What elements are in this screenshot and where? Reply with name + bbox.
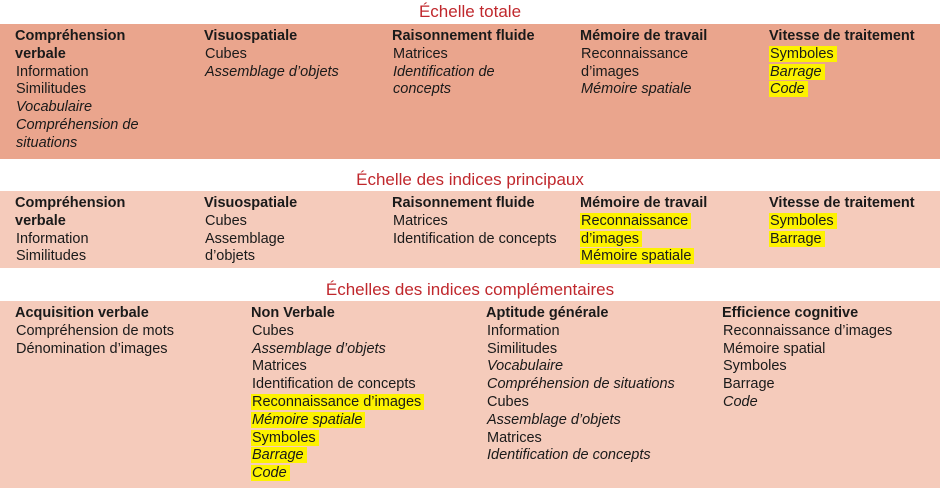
index-heading: Acquisition verbale [15, 305, 149, 321]
subtest-item [15, 81, 142, 99]
subtest-item [722, 358, 895, 376]
subtest-label: Code [251, 465, 290, 481]
subtest-label: Mémoire spatiale [251, 412, 365, 428]
index-heading: Efficience cognitive [722, 305, 859, 321]
subtest-item [392, 213, 560, 231]
subtest-label: Identification de concepts [487, 447, 651, 464]
subtest-label: Barrage [251, 447, 307, 463]
index-column-non-verbale [251, 305, 424, 483]
subtest-item [769, 213, 915, 231]
subtest-item [580, 231, 707, 249]
subtest-item [486, 430, 678, 448]
subtest-label: Cubes [205, 212, 247, 229]
subtest-label: Symboles [769, 213, 837, 229]
subtest-item [392, 46, 535, 64]
section-title-3: Échelles des indices complémentaires [325, 280, 615, 299]
subtest-item [251, 341, 424, 359]
index-heading: Raisonnement fluide [392, 195, 535, 211]
subtest-label: Assemblage d’objets [205, 63, 339, 80]
subtest-item [580, 213, 707, 231]
section-title-1: Échelle totale [418, 2, 522, 21]
subtest-label: Assemblage d’objets [252, 340, 386, 357]
subtest-label: Cubes [487, 393, 529, 410]
index-heading: Raisonnement fluide [392, 28, 535, 44]
subtest-item [486, 341, 678, 359]
index-heading: Vitesse de traitement [769, 28, 915, 44]
subtest-item [486, 412, 678, 430]
subtest-item [580, 64, 707, 82]
subtest-item [15, 99, 142, 117]
subtest-item [580, 81, 707, 99]
subtest-item [251, 412, 424, 430]
subtest-item [722, 323, 895, 341]
index-column-vitesse-de-traitement [769, 195, 915, 248]
subtest-label: Mémoire spatial [723, 340, 826, 357]
subtest-label: Reconnaissance [580, 213, 691, 229]
subtest-label: Symboles [769, 46, 837, 62]
subtest-label: Similitudes [16, 248, 87, 265]
subtest-item [15, 64, 142, 82]
index-heading: Mémoire de travail [580, 28, 708, 44]
index-column-visuospatiale [204, 28, 342, 81]
subtest-label: Cubes [205, 45, 247, 62]
index-heading: Visuospatiale [204, 195, 298, 211]
subtest-item [251, 323, 424, 341]
subtest-label: Compréhension de [16, 116, 139, 133]
index-heading: Non Verbale [251, 305, 335, 321]
index-heading: Mémoire de travail [580, 195, 708, 211]
subtest-label: d’images [580, 231, 642, 247]
index-column-raisonnement-fluide [392, 28, 535, 99]
subtest-label: Matrices [487, 429, 542, 446]
subtest-label: Similitudes [487, 340, 558, 357]
index-column-visuospatiale [204, 195, 297, 266]
index-heading: verbale [15, 45, 66, 62]
subtest-item [204, 231, 297, 249]
subtest-item [722, 341, 895, 359]
subtest-item [251, 394, 424, 412]
subtest-label: d’objets [205, 248, 255, 265]
subtest-label: Matrices [393, 45, 448, 62]
subtest-item [251, 376, 424, 394]
subtest-item [486, 447, 678, 465]
section-title-2: Échelle des indices principaux [356, 170, 584, 189]
subtest-item [392, 231, 560, 249]
section-band-2 [0, 191, 940, 268]
subtest-item [580, 46, 707, 64]
index-column-aptitude-generale [486, 305, 678, 465]
subtest-label: Information [16, 230, 89, 247]
index-column-raisonnement-fluide [392, 195, 560, 248]
index-column-efficience-cognitive [722, 305, 895, 412]
subtest-item [769, 231, 915, 249]
subtest-label: Matrices [252, 358, 307, 375]
index-column-vitesse-de-traitement [769, 28, 915, 99]
subtest-item [15, 135, 142, 153]
index-column-comprehension-verbale [15, 28, 142, 153]
subtest-item [580, 248, 707, 266]
section-band-3 [0, 301, 940, 488]
subtest-item [722, 376, 895, 394]
subtest-item [251, 430, 424, 448]
subtest-label: Identification de concepts [393, 230, 557, 247]
subtest-label: Cubes [252, 322, 294, 339]
index-heading: Compréhension [15, 28, 126, 44]
subtest-label: Information [487, 322, 560, 339]
subtest-label: concepts [393, 81, 452, 98]
subtest-label: Assemblage [205, 230, 285, 247]
subtest-label: Vocabulaire [16, 99, 93, 116]
subtest-item [769, 81, 915, 99]
subtest-label: Dénomination d’images [16, 340, 168, 357]
subtest-label: Assemblage d’objets [487, 411, 621, 428]
subtest-label: Compréhension de mots [16, 322, 174, 339]
subtest-item [15, 341, 177, 359]
subtest-item [15, 323, 177, 341]
index-heading: verbale [15, 212, 66, 229]
subtest-label: Symboles [723, 358, 787, 375]
subtest-item [251, 447, 424, 465]
subtest-label: Mémoire spatiale [580, 248, 694, 264]
subtest-label: Reconnaissance d’images [251, 394, 424, 410]
subtest-label: Vocabulaire [487, 358, 564, 375]
index-column-memoire-de-travail [580, 28, 707, 99]
subtest-label: Identification de concepts [252, 376, 416, 393]
subtest-item [486, 358, 678, 376]
subtest-label: Information [16, 63, 89, 80]
subtest-item [769, 46, 915, 64]
section-band-1 [0, 24, 940, 159]
subtest-item [15, 231, 125, 249]
subtest-label: Code [723, 393, 758, 410]
subtest-item [251, 358, 424, 376]
subtest-item [486, 394, 678, 412]
subtest-label: Matrices [393, 212, 448, 229]
subtest-item [486, 323, 678, 341]
subtest-label: Barrage [769, 64, 825, 80]
subtest-item [769, 64, 915, 82]
subtest-label: Compréhension de situations [487, 376, 675, 393]
subtest-item [251, 465, 424, 483]
subtest-label: d’images [581, 63, 640, 80]
index-column-acquisition-verbale [15, 305, 177, 358]
subtest-item [15, 248, 125, 266]
subtest-label: Code [769, 81, 808, 97]
subtest-label: Mémoire spatiale [581, 81, 692, 98]
subtest-label: Similitudes [16, 81, 87, 98]
index-heading: Compréhension [15, 195, 126, 211]
subtest-label: Barrage [723, 376, 775, 393]
subtest-item [15, 117, 142, 135]
index-column-memoire-de-travail [580, 195, 707, 266]
subtest-item [392, 81, 535, 99]
subtest-item [204, 248, 297, 266]
subtest-item [722, 394, 895, 412]
subtest-item [392, 64, 535, 82]
subtest-label: situations [16, 134, 78, 151]
subtest-label: Symboles [251, 430, 319, 446]
subtest-label: Barrage [769, 231, 825, 247]
subtest-item [486, 376, 678, 394]
subtest-item [204, 46, 342, 64]
subtest-item [204, 213, 297, 231]
subtest-label: Reconnaissance [581, 45, 689, 62]
index-heading: Vitesse de traitement [769, 195, 915, 211]
subtest-label: Identification de [393, 63, 495, 80]
index-heading: Aptitude générale [486, 305, 609, 321]
subtest-item [204, 64, 342, 82]
index-column-comprehension-verbale [15, 195, 125, 266]
subtest-label: Reconnaissance d’images [723, 322, 893, 339]
index-heading: Visuospatiale [204, 28, 298, 44]
